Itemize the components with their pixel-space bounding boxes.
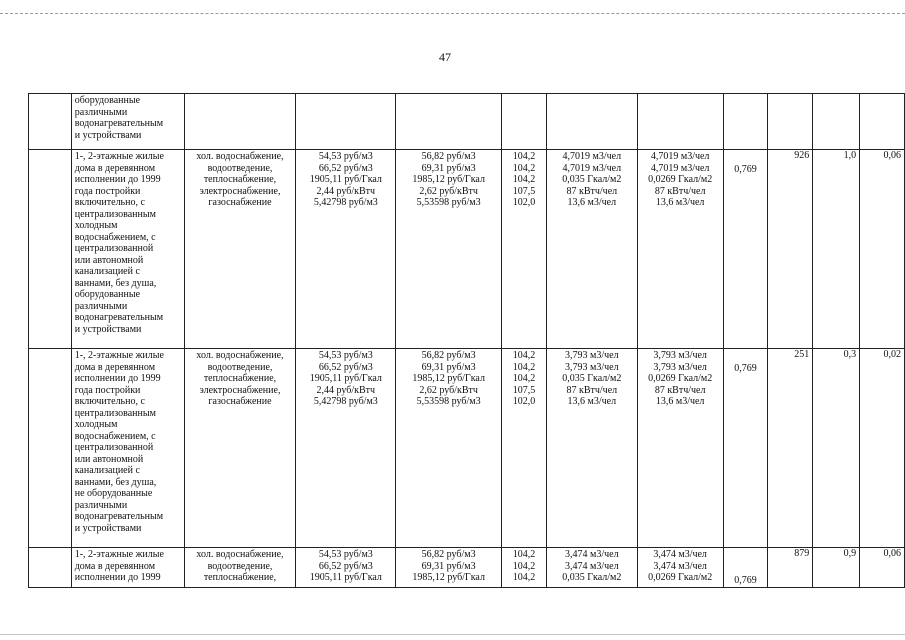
tariff-2014-cell: 56,82 руб/м3 69,31 руб/м3 1985,12 руб/Гкал 2,62 руб/кВтч 5,53598 руб/м3 [396,349,502,548]
tariff-2013-cell [296,94,396,150]
tariff-table [28,93,905,588]
coef-cell [723,94,768,150]
table-row [29,150,905,349]
tariff-2013-cell: 54,53 руб/м3 66,52 руб/м3 1905,11 руб/Гкал [296,548,396,588]
value-b-cell: 0,3 [813,349,860,548]
norms-1-cell [546,94,637,150]
row-number-cell [29,150,72,349]
scan-edge-bottom [0,634,905,635]
page-number: 47 [439,50,451,64]
description-cell: 1-, 2-этажные жилые дома в деревянном исполнении до 1999 [71,548,184,588]
value-b-cell: 1,0 [813,150,860,349]
coef-cell: 0,769 [723,150,768,349]
tariff-2013-cell: 54,53 руб/м3 66,52 руб/м3 1905,11 руб/Гкал 2,44 руб/кВтч 5,42798 руб/м3 [296,349,396,548]
table-row [29,349,905,548]
description-cell: оборудованные различными водонагревательным и устройствами [71,94,184,150]
row-number-cell [29,548,72,588]
norms-2-cell: 3,793 м3/чел 3,793 м3/чел 0,0269 Гкал/м2 87 кВтч/чел 13,6 м3/чел [637,349,723,548]
index-cell: 104,2 104,2 104,2 107,5 102,0 [502,349,547,548]
row-number-cell [29,349,72,548]
scan-edge-top [0,13,905,14]
tariff-2014-cell [396,94,502,150]
value-a-cell [768,94,813,150]
table-row [29,548,905,588]
description-cell: 1-, 2-этажные жилые дома в деревянном исполнении до 1999 года постройки включительно, с централизованным холодным водоснабжением, с централизованной или автономной канализацией с ваннами, без душа, не оборудованные различными водонагревательным и устройствами [71,349,184,548]
services-cell [184,94,296,150]
description-cell: 1-, 2-этажные жилые дома в деревянном исполнении до 1999 года постройки включительно, с централизованным холодным водоснабжением, с централизованной или автономной канализацией с ваннами, без душа, оборудованные различными водонагревательным и устройствами [71,150,184,349]
index-cell [502,94,547,150]
value-a-cell: 879 [768,548,813,588]
tariff-2013-cell: 54,53 руб/м3 66,52 руб/м3 1905,11 руб/Гкал 2,44 руб/кВтч 5,42798 руб/м3 [296,150,396,349]
table-body [29,94,905,588]
row-number-cell [29,94,72,150]
index-cell: 104,2 104,2 104,2 107,5 102,0 [502,150,547,349]
value-c-cell: 0,02 [860,349,905,548]
norms-2-cell: 3,474 м3/чел 3,474 м3/чел 0,0269 Гкал/м2 [637,548,723,588]
services-cell: хол. водоснабжение, водоотведение, теплоснабжение, [184,548,296,588]
coef-cell: 0,769 [723,548,768,588]
norms-1-cell: 3,793 м3/чел 3,793 м3/чел 0,035 Гкал/м2 87 кВтч/чел 13,6 м3/чел [546,349,637,548]
services-cell: хол. водоснабжение, водоотведение, теплоснабжение, электроснабжение, газоснабжение [184,349,296,548]
norms-2-cell: 4,7019 м3/чел 4,7019 м3/чел 0,0269 Гкал/м2 87 кВтч/чел 13,6 м3/чел [637,150,723,349]
tariff-2014-cell: 56,82 руб/м3 69,31 руб/м3 1985,12 руб/Гкал [396,548,502,588]
value-a-cell: 251 [768,349,813,548]
norms-1-cell: 3,474 м3/чел 3,474 м3/чел 0,035 Гкал/м2 [546,548,637,588]
norms-1-cell: 4,7019 м3/чел 4,7019 м3/чел 0,035 Гкал/м2 87 кВтч/чел 13,6 м3/чел [546,150,637,349]
coef-cell: 0,769 [723,349,768,548]
value-c-cell [860,94,905,150]
value-c-cell: 0,06 [860,548,905,588]
value-b-cell [813,94,860,150]
index-cell: 104,2 104,2 104,2 [502,548,547,588]
value-a-cell: 926 [768,150,813,349]
norms-2-cell [637,94,723,150]
value-b-cell: 0,9 [813,548,860,588]
tariff-2014-cell: 56,82 руб/м3 69,31 руб/м3 1985,12 руб/Гкал 2,62 руб/кВтч 5,53598 руб/м3 [396,150,502,349]
services-cell: хол. водоснабжение, водоотведение, теплоснабжение, электроснабжение, газоснабжение [184,150,296,349]
value-c-cell: 0,06 [860,150,905,349]
table-row [29,94,905,150]
